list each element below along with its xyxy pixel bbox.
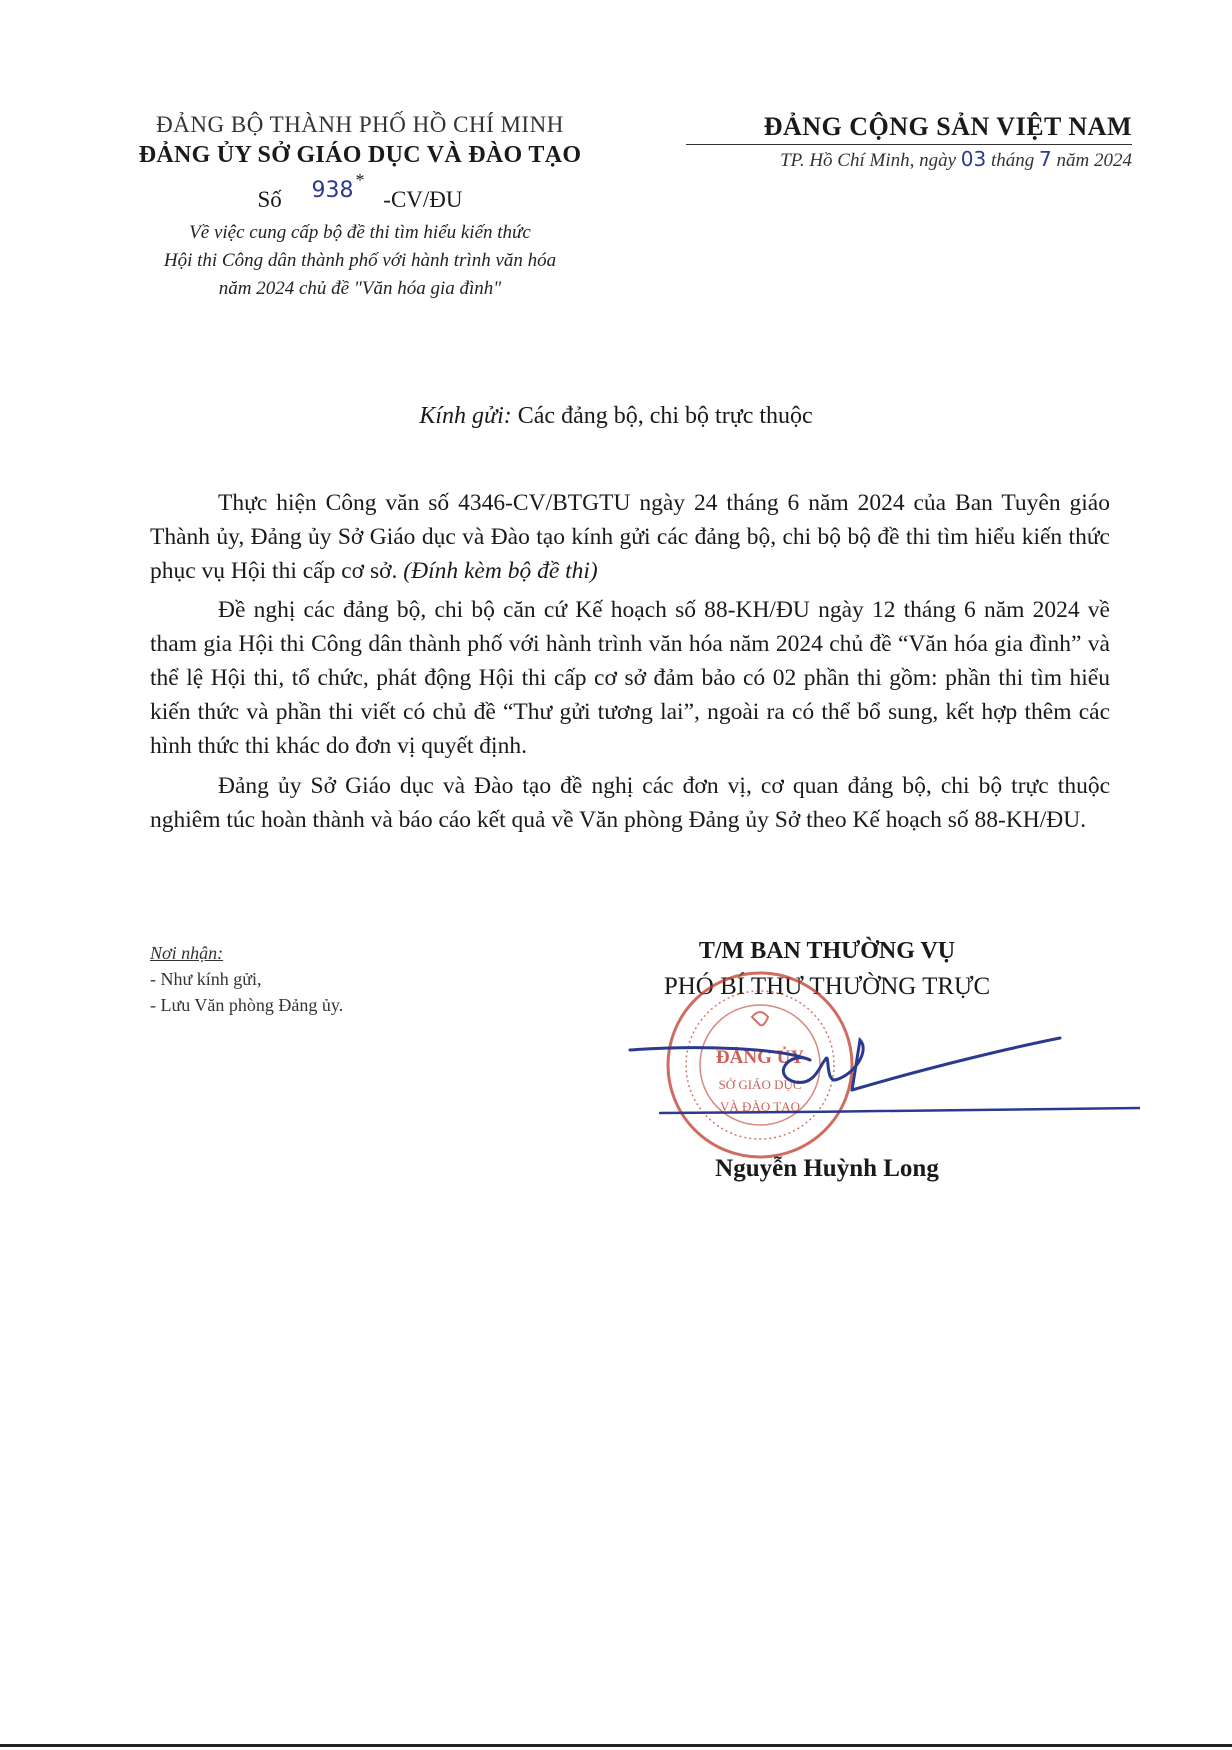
star-mark: *	[355, 170, 365, 190]
date-month: 7	[1039, 147, 1052, 171]
subject	[80, 219, 640, 303]
page-edge-line	[0, 1744, 1232, 1747]
org-name: ĐẢNG ỦY SỞ GIÁO DỤC VÀ ĐÀO TẠO	[138, 142, 582, 168]
greeting-label: Kính gửi:	[419, 403, 512, 429]
header-right	[686, 112, 1156, 172]
recipients-title: Nơi nhận:	[150, 943, 224, 963]
seal-text-3: VÀ ĐÀO TẠO	[720, 1099, 800, 1114]
signer-name: Nguyễn Huỳnh Long	[715, 1155, 939, 1182]
handwritten-signature-icon	[620, 1020, 1140, 1140]
number-prefix: Số	[257, 187, 282, 212]
header-left	[80, 112, 640, 303]
signature-title: PHÓ BÍ THƯ THƯỜNG TRỰC	[663, 973, 991, 1000]
greeting	[0, 403, 1232, 430]
greeting-recipients: Các đảng bộ, chi bộ trực thuộc	[517, 403, 813, 429]
org-parent-name: ĐẢNG BỘ THÀNH PHỐ HỒ CHÍ MINH	[156, 112, 564, 137]
paragraph-text: Đảng ủy Sở Giáo dục và Đào tạo đề nghị các đơn vị, cơ quan đảng bộ, chi bộ trực thuộc nghiêm túc hoàn thành và báo cáo kết quả về Văn phòng Đảng ủy Sở theo Kế hoạch số 88-KH/ĐU.	[150, 773, 1110, 833]
body-paragraph-2	[150, 593, 1110, 763]
body-paragraph-1	[150, 486, 1110, 588]
date-line	[686, 144, 1132, 172]
document-number	[80, 178, 640, 213]
subject-line: Về việc cung cấp bộ đề thi tìm hiểu kiến thức	[189, 222, 531, 243]
paragraph-text: Đề nghị các đảng bộ, chi bộ căn cứ Kế hoạch số 88-KH/ĐU ngày 12 tháng 6 năm 2024 về tham gia Hội thi Công dân thành phố với hành trình văn hóa năm 2024 chủ đề “Văn hóa gia đình” và thể lệ Hội thi, tổ chức, phát động Hội thi cấp cơ sở đảm bảo có 02 phần thi gồm: phần thi tìm hiểu kiến thức và phần thi viết có chủ đề “Thư gửi tương lai”, ngoài ra có thể bổ sung, kết hợp thêm các hình thức thi khác do đơn vị quyết định.	[150, 597, 1110, 759]
subject-line: Hội thi Công dân thành phố với hành trình văn hóa	[163, 250, 557, 271]
date-month-label: tháng	[991, 150, 1035, 171]
paragraph-text: Thực hiện Công văn số 4346-CV/BTGTU ngày 24 tháng 6 năm 2024 của Ban Tuyên giáo Thành ủy, Đảng ủy Sở Giáo dục và Đào tạo kính gửi các đảng bộ, chi bộ bộ đề thi tìm hiểu kiến thức phục vụ Hội thi cấp cơ sở.	[150, 490, 1110, 584]
recipient-item: - Như kính gửi,	[150, 969, 262, 989]
attachment-note: (Đính kèm bộ đề thi)	[403, 558, 598, 584]
recipient-item: - Lưu Văn phòng Đảng ủy.	[150, 995, 344, 1015]
recipients-block	[150, 940, 343, 1018]
signature-authority: T/M BAN THƯỜNG VỤ	[698, 938, 956, 964]
party-name: ĐẢNG CỘNG SẢN VIỆT NAM	[763, 112, 1132, 141]
body-paragraph-3	[150, 769, 1110, 837]
date-year: năm 2024	[1056, 150, 1132, 171]
subject-line: năm 2024 chủ đề "Văn hóa gia đình"	[218, 278, 502, 299]
number-suffix: -CV/ĐU	[383, 187, 463, 212]
number-handwritten: 938	[311, 178, 354, 203]
seal-text-2: SỞ GIÁO DỤC	[718, 1077, 802, 1092]
date-day: 03	[960, 147, 987, 171]
date-prefix: TP. Hồ Chí Minh, ngày	[780, 150, 957, 171]
seal-text-1: ĐẢNG ỦY	[715, 1047, 805, 1068]
